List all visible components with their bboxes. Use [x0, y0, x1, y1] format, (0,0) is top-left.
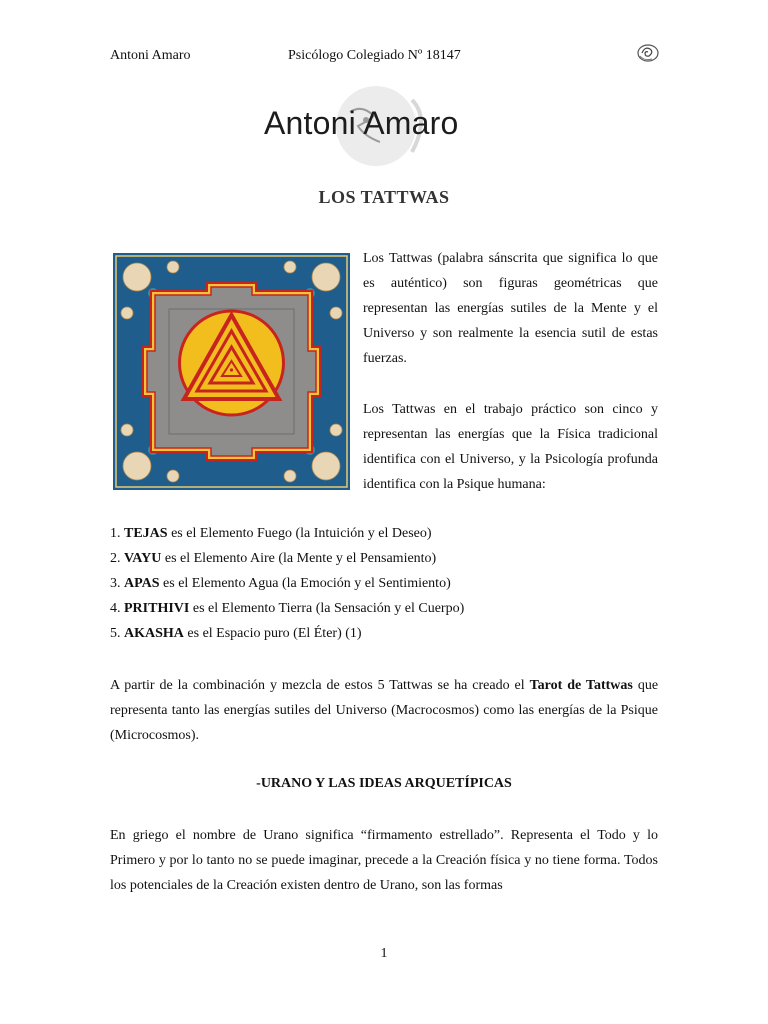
element-name: TEJAS — [124, 526, 168, 541]
element-name: VAYU — [124, 551, 162, 566]
list-item: 5. AKASHA es el Espacio puro (El Éter) (1) — [110, 626, 362, 641]
list-item: 4. PRITHIVI es el Elemento Tierra (la Sensación y el Cuerpo) — [110, 601, 465, 616]
list-item: 1. TEJAS es el Elemento Fuego (la Intuición y el Deseo) — [110, 526, 432, 541]
tarot-name: Tarot de Tattwas — [529, 678, 633, 693]
tattwa-yantra-image — [113, 253, 350, 490]
intro-paragraph-2: Los Tattwas en el trabajo práctico son cinco y representan las energías que la Física tradicional identifica con el Universo, y la Psicología profunda identifica con la Psique humana: — [363, 402, 658, 492]
header-author: Antoni Amaro — [110, 48, 191, 63]
page-number: 1 — [380, 946, 388, 961]
section-subtitle: -URANO Y LAS IDEAS ARQUETÍPICAS — [256, 776, 512, 791]
list-item: 2. VAYU es el Elemento Aire (la Mente y el Pensamiento) — [110, 551, 437, 566]
list-item: 3. APAS es el Elemento Agua (la Emoción y el Sentimiento) — [110, 576, 451, 591]
brand-name: Antoni Amaro — [264, 105, 459, 141]
element-name: PRITHIVI — [124, 601, 190, 616]
urano-paragraph: En griego el nombre de Urano significa “firmamento estrellado”. Representa el Todo y lo Primero y por lo tanto no se puede imaginar, precede a la Creación física y no tiene forma. Todos los potenciales de la Creación existen dentro de Urano, son las formas — [110, 828, 658, 893]
header-license: Psicólogo Colegiado Nº 18147 — [288, 48, 461, 63]
page-title: LOS TATTWAS — [318, 187, 450, 207]
tarot-paragraph: A partir de la combinación y mezcla de estos 5 Tattwas se ha creado el Tarot de Tattwas que representa tanto las energías sutiles del Universo (Macrocosmos) como las energías de la Psique (Microcosmos). — [110, 678, 659, 743]
elements-list — [110, 521, 464, 646]
spiral-emblem-icon — [636, 42, 660, 64]
intro-paragraph-1: Los Tattwas (palabra sánscrita que significa lo que es auténtico) son figuras geométricas que representan las energías sutiles de la Mente y el Universo y son realmente la esencia sutil de estas fuerzas. — [363, 251, 658, 366]
element-name: APAS — [124, 576, 160, 591]
element-name: AKASHA — [124, 626, 184, 641]
